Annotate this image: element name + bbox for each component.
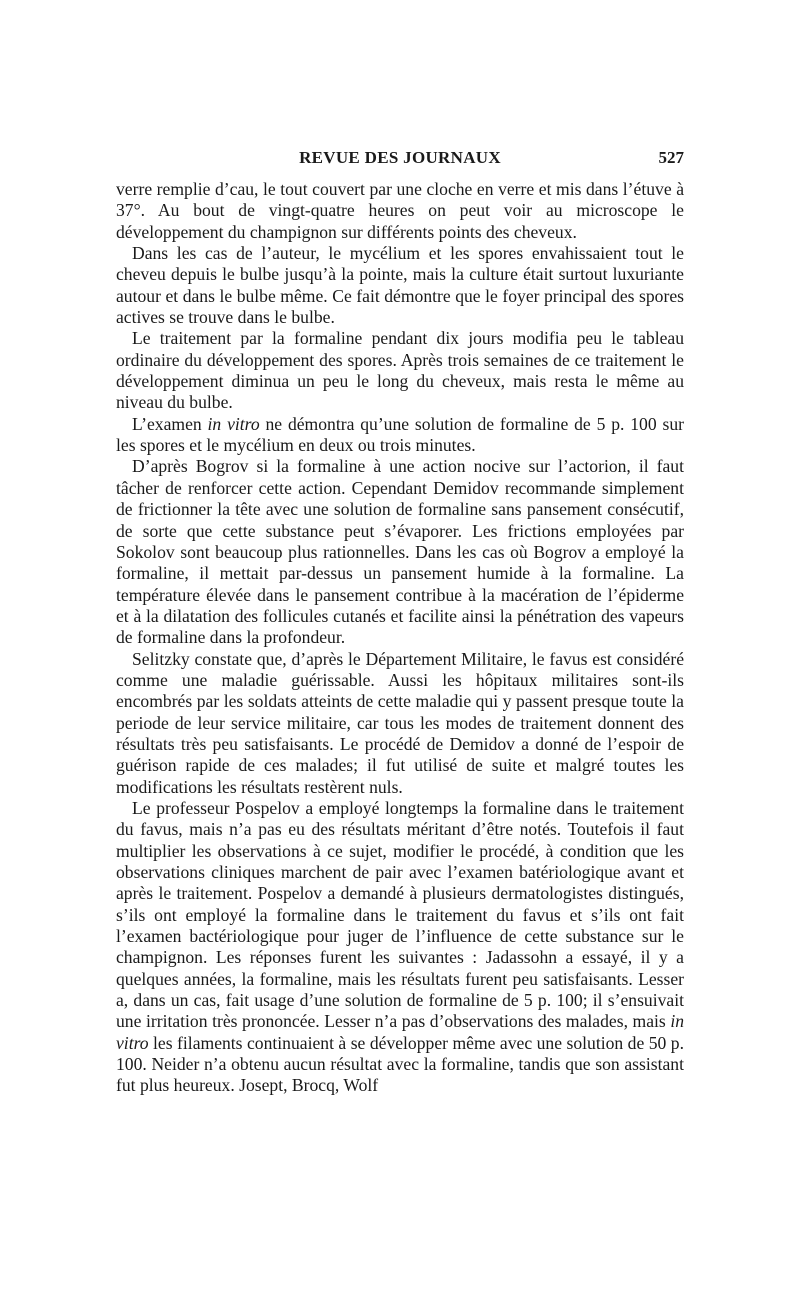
- text-run: les filaments continuaient à se développer même avec une solution de 50 p. 100. Neider n’a obtenu aucun résultat avec la formaline, tandis que son assistant fut plus heureux. Josept, Brocq, Wolf: [116, 1032, 684, 1096]
- text-run: verre remplie d’cau, le tout couvert par une cloche en verre et mis dans l’étuve à 37°. Au bout de vingt-quatre heures on peut voir au microscope le développement du champignon sur différents points des cheveux.: [116, 179, 684, 242]
- paragraph: [116, 328, 684, 413]
- paragraph: [116, 798, 684, 1097]
- text-run: D’après Bogrov si la formaline à une action nocive sur l’actorion, il faut tâcher de renforcer cette action. Cependant Demidov recommande simplement de frictionner la tête avec une solution de formaline sans pansement consécutif, de sorte que cette substance peut s’évaporer. Les frictions employées par Sokolov sont beaucoup plus rationnelles. Dans les cas où Bogrov a employé la formaline, il mettait par-dessus un pansement humide à la formaline. La température élevée dans le pansement contribue à la macération de l’épiderme et à la dilatation des follicules cutanés et facilite ainsi la pénétration des vapeurs de formaline dans la profondeur.: [116, 456, 684, 648]
- text-run: ne démontra qu’une solution de formaline de 5 p. 100 sur les spores et le mycélium en deux ou trois minutes.: [116, 413, 684, 456]
- paragraph: [116, 414, 684, 457]
- text-run: Dans les cas de l’auteur, le mycélium et les spores envahissaient tout le cheveu depuis le bulbe jusqu’à la pointe, mais la culture était surtout luxuriante autour et dans le bulbe même. Ce fait démontre que le foyer principal des spores actives se trouve dans le bulbe.: [116, 243, 684, 328]
- paragraph: [116, 179, 684, 243]
- paragraph: [116, 456, 684, 648]
- running-title: REVUE DES JOURNAUX: [299, 148, 501, 167]
- text-run: L’examen: [132, 413, 208, 434]
- text-run: Le professeur Pospelov a employé longtemps la formaline dans le traitement du favus, mais n’a pas eu des résultats méritant d’être notés. Toutefois il faut multiplier les observations à ce sujet, modifier le procédé, à condition que les observations cliniques marchent de pair avec l’examen batériologique avant et après le traitement. Pospelov a demandé à plusieurs dermatologistes distingués, s’ils ont employé la formaline dans le traitement du favus et s’ils ont fait l’examen bactériologique pour juger de l’influence de cette substance sur le champignon. Les réponses furent les suivantes : Jadassohn a essayé, il y a quelques années, la formaline, mais les résultats furent peu satisfaisants. Lesser a, dans un cas, fait usage d’une solution de formaline de 5 p. 100; il s’ensuivait une irritation très prononcée. Lesser n’a pas d’observations des malades, mais: [116, 797, 684, 1032]
- italic-text: in vitro: [207, 413, 260, 434]
- paragraph: [116, 243, 684, 328]
- body-text: [116, 179, 684, 1097]
- text-run: Le traitement par la formaline pendant dix jours modifia peu le tableau ordinaire du développement des spores. Après trois semaines de ce traitement le développement diminua un peu le long du cheveux, mais resta le même au niveau du bulbe.: [116, 328, 684, 413]
- paragraph: [116, 649, 684, 798]
- page-header: [116, 148, 684, 172]
- page-number: 527: [658, 148, 684, 167]
- italic-text: in vitro: [116, 1011, 684, 1053]
- text-run: Selitzky constate que, d’après le Département Militaire, le favus est considéré comme une maladie guérissable. Aussi les hôpitaux militaires sont-ils encombrés par les soldats atteints de cette maladie qui y passent presque toute la periode de leur service militaire, car tous les modes de traitement donnent des résultats très peu satisfaisants. Le procédé de Demidov a donné de l’espoir de guérison rapide de ces malades; il fut utilisé de suite et malgré toutes les modifications les résultats restèrent nuls.: [116, 648, 684, 797]
